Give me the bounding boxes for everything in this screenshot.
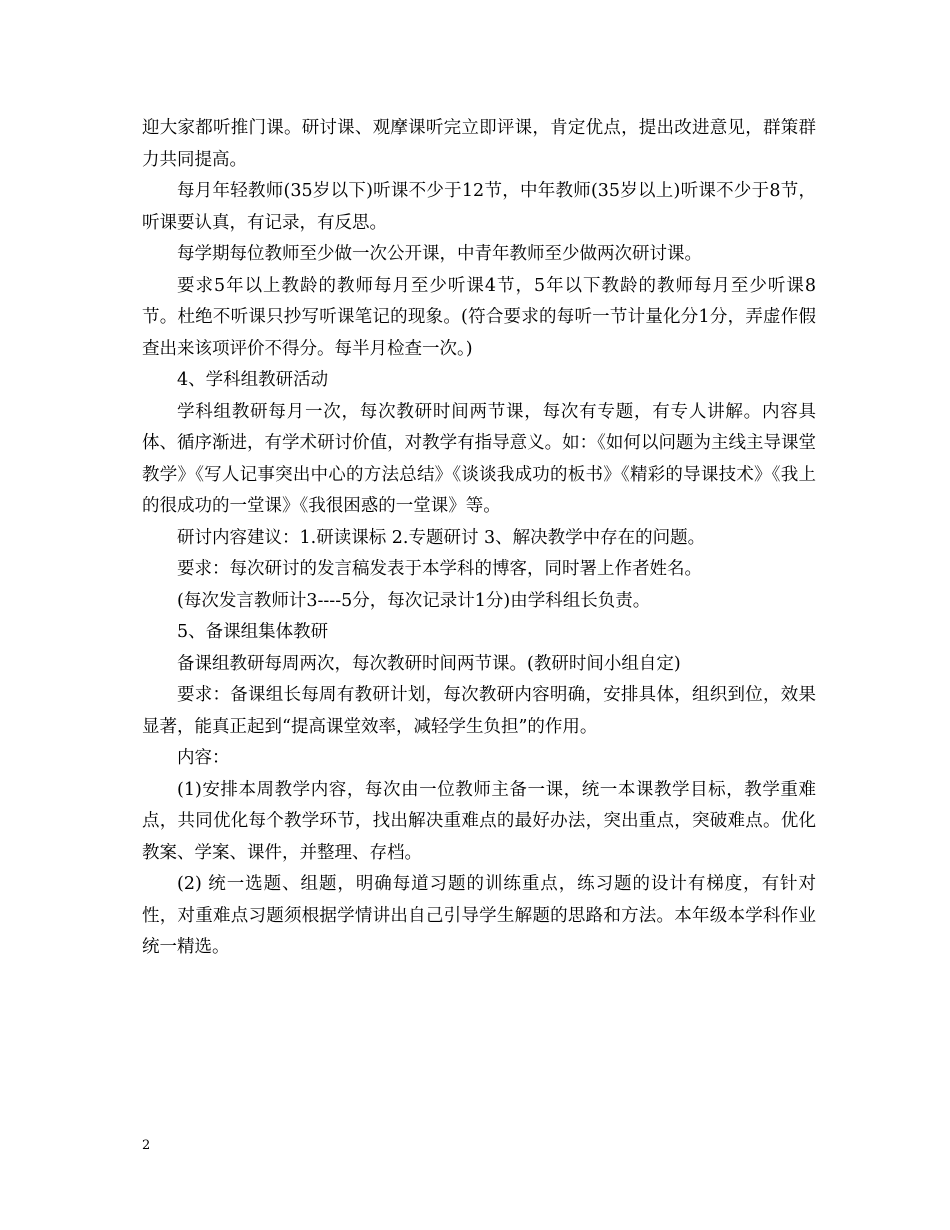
paragraph: 5、备课组集体教研 bbox=[177, 622, 329, 642]
paragraph: 学科组教研每月一次，每次教研时间两节课，每次有专题，有专人讲解。内容具体、循序渐进，有学术研讨价值，对教学有指导意义。如：《如何以问题为主线主导课堂教学》《写人记事突出中心的方法总结》《谈谈我成功的板书》《精彩的导课技术》《我上的很成功的一堂课》《我很困惑的一堂课》等。 bbox=[142, 401, 816, 516]
paragraph: 每月年轻教师(35岁以下)听课不少于12节，中年教师(35岁以上)听课不少于8节，听课要认真，有记录，有反思。 bbox=[142, 181, 816, 233]
page-number: 2 bbox=[142, 1138, 151, 1153]
paragraph: 要求5年以上教龄的教师每月至少听课4节，5年以下教龄的教师每月至少听课8节。杜绝不听课只抄写听课笔记的现象。(符合要求的每听一节计量化分1分，弄虚作假查出来该项评价不得分。每半月检查一次。) bbox=[142, 275, 816, 359]
paragraph: 研讨内容建议：1.研读课标 2.专题研讨 3、解决教学中存在的问题。 bbox=[177, 527, 706, 548]
paragraph: 4、学科组教研活动 bbox=[177, 370, 329, 390]
paragraph: 迎大家都听推门课。研讨课、观摩课听完立即评课，肯定优点，提出改进意见，群策群力共同提高。 bbox=[142, 118, 816, 170]
paragraph: (2) 统一选题、组题，明确每道习题的训练重点，练习题的设计有梯度，有针对性，对重难点习题须根据学情讲出自己引导学生解题的思路和方法。本年级本学科作业统一精选。 bbox=[142, 874, 816, 957]
paragraph: 要求：每次研讨的发言稿发表于本学科的博客，同时署上作者姓名。 bbox=[177, 559, 702, 579]
paragraph: 每学期每位教师至少做一次公开课，中青年教师至少做两次研讨课。 bbox=[177, 244, 702, 264]
document-body bbox=[142, 113, 816, 964]
paragraph: 内容： bbox=[177, 748, 230, 768]
paragraph: (1)安排本周教学内容，每次由一位教师主备一课，统一本课教学目标，教学重难点，共同优化每个教学环节，找出解决重难点的最好办法，突出重点，突破难点。优化教案、学案、课件，并整理、存档。 bbox=[142, 779, 816, 863]
paragraph: 要求：备课组长每周有教研计划，每次教研内容明确，安排具体，组织到位，效果显著，能真正起到“提高课堂效率，减轻学生负担”的作用。 bbox=[142, 685, 816, 737]
paragraph: 备课组教研每周两次，每次教研时间两节课。(教研时间小组自定) bbox=[177, 653, 681, 674]
paragraph: (每次发言教师计3----5分，每次记录计1分)由学科组长负责。 bbox=[177, 590, 651, 611]
